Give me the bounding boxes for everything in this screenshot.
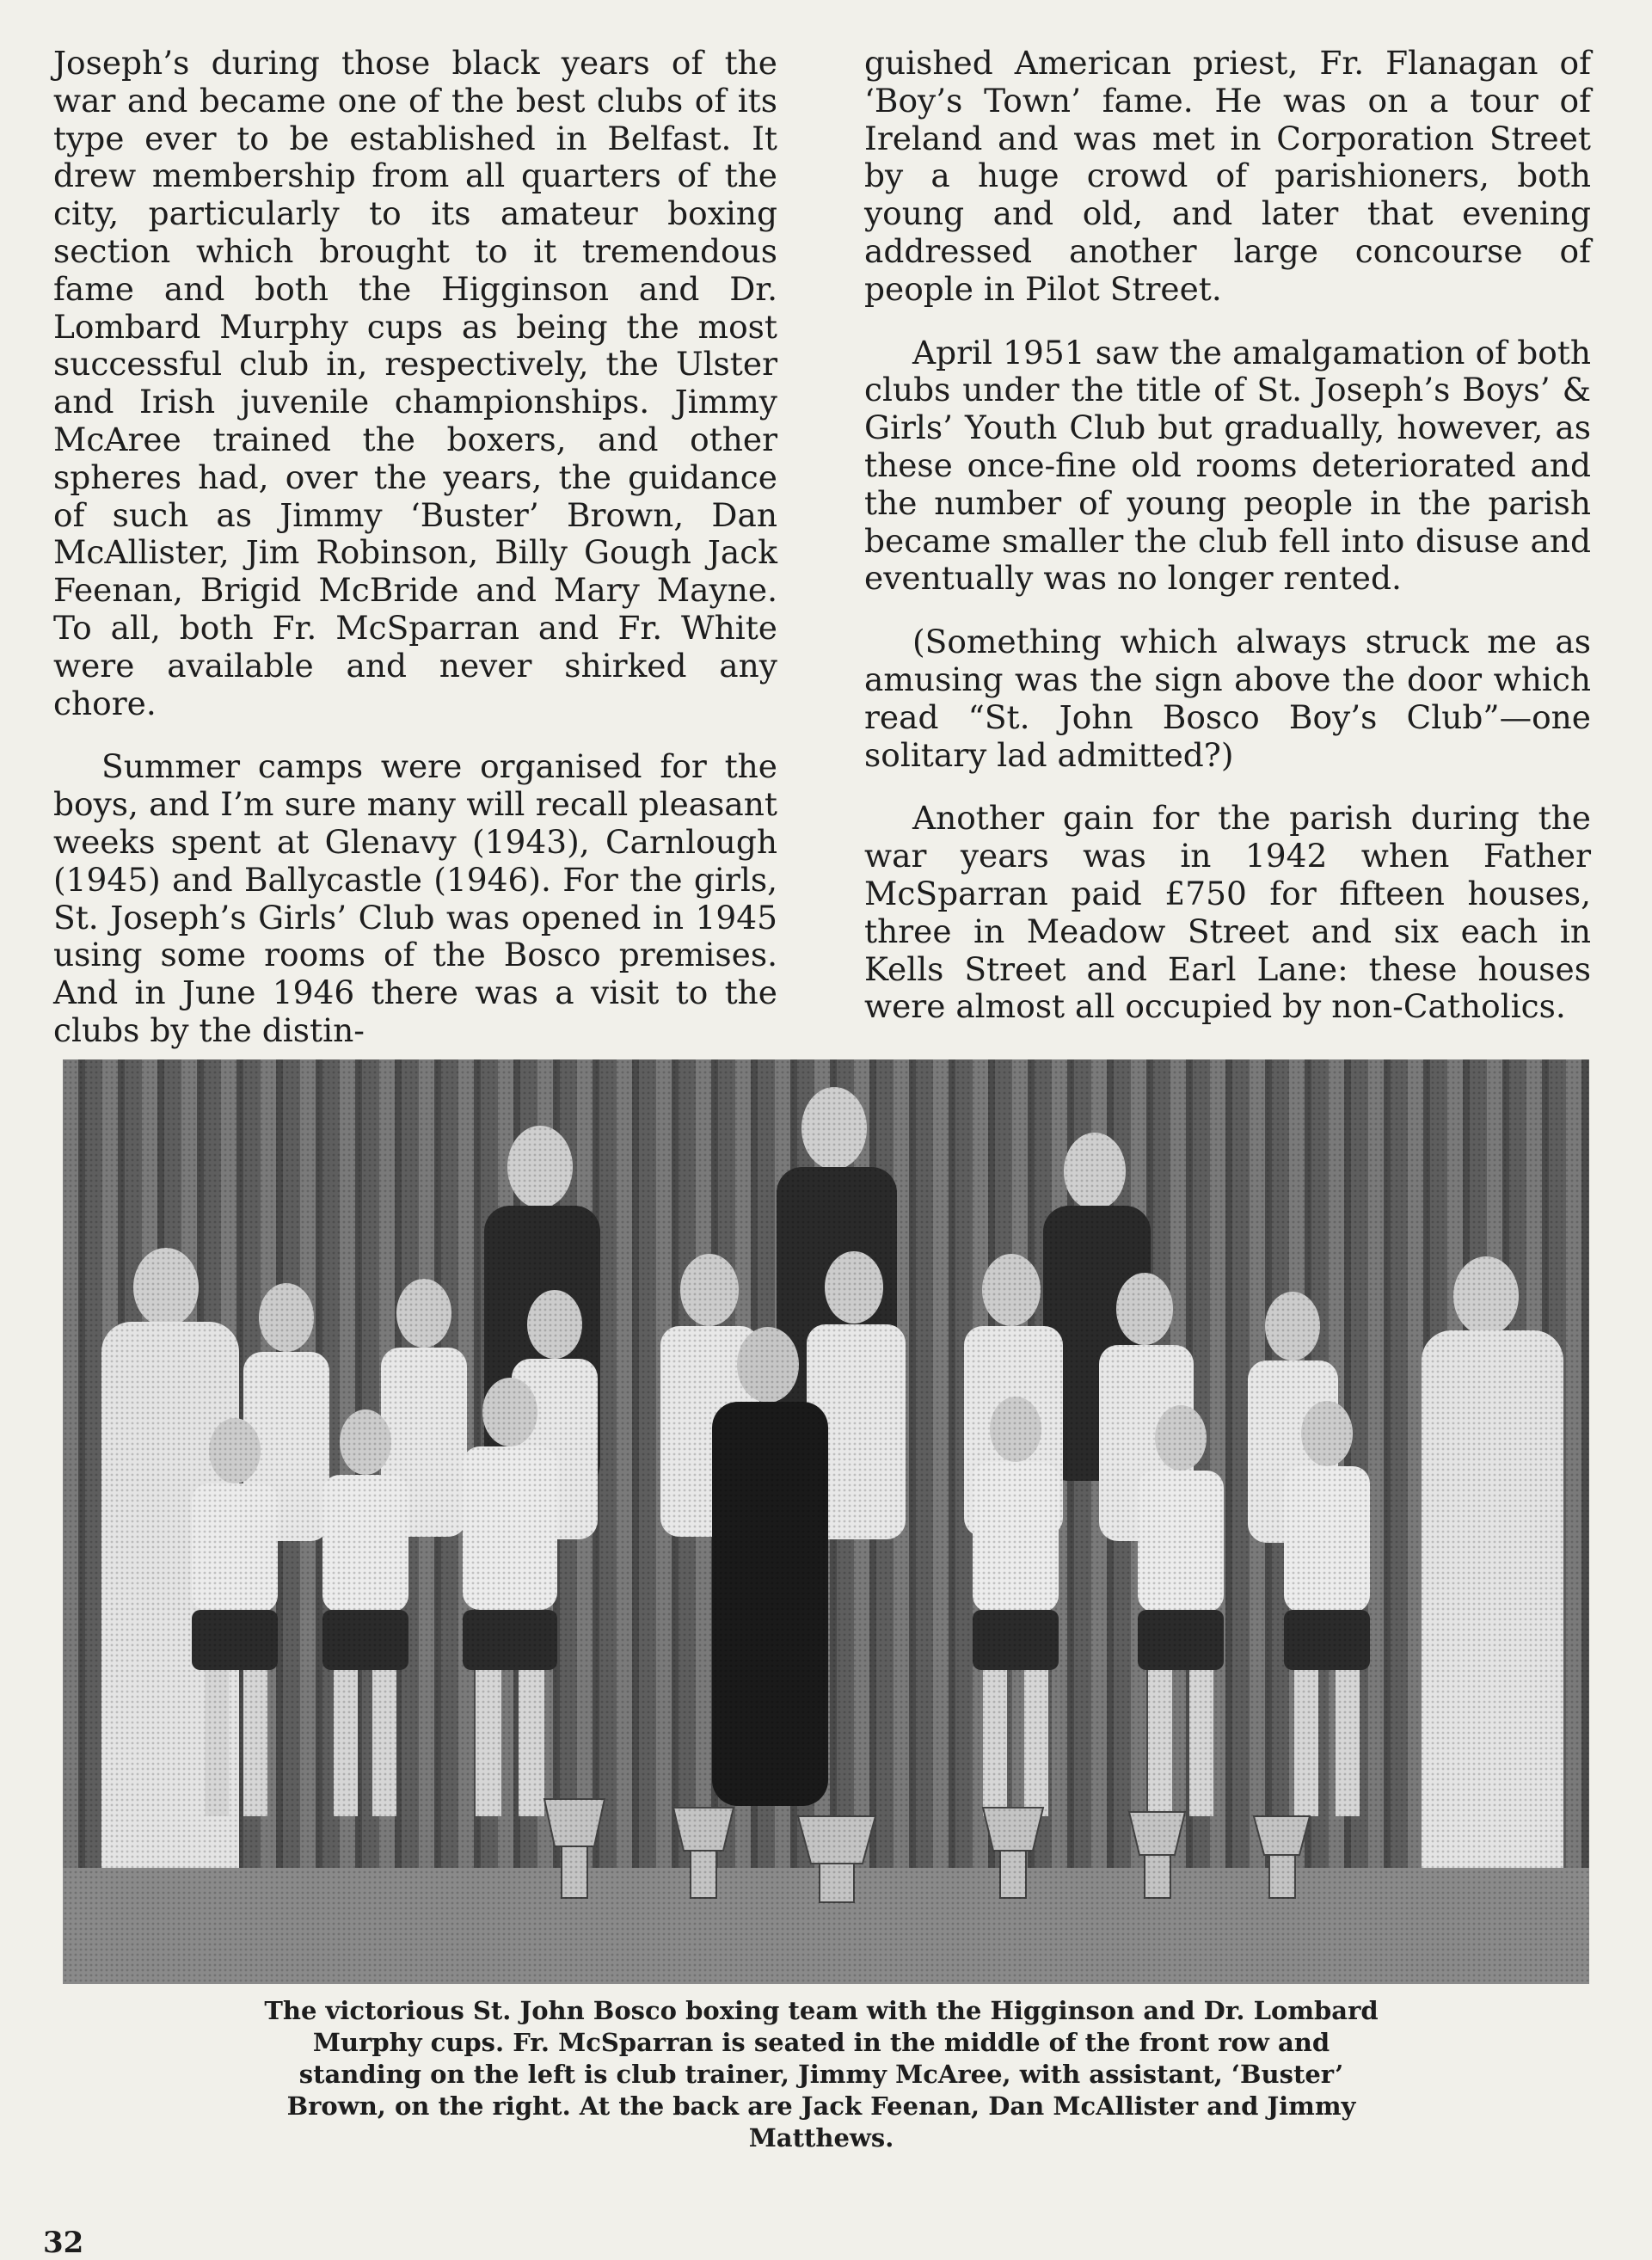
right-text-column xyxy=(864,45,1591,1026)
right-paragraph-2: April 1951 saw the amalgamation of both clubs under the title of St. Joseph’s Boys’ & Girls’ Youth Club but gradually, however, as these once-fine old rooms deteriorated and the number of young people in the parish became smaller the club fell into disuse and eventually was no longer rented. xyxy=(864,333,1591,598)
team-photograph xyxy=(63,1059,1589,1984)
left-paragraph-1: Joseph’s during those black years of the war and became one of the best clubs of its type ever to be established in Belfast. It drew membership from all quarters of the city, particularly to its amateur boxing section which brought to it tremendous fame and both the Higginson and Dr. Lombard Murphy cups as being the most successful club in, respectively, the Ulster and Irish juvenile championships. Jimmy McAree trained the boxers, and other spheres had, over the years, the guidance of such as Jimmy ‘Buster’ Brown, Dan McAllister, Jim Robinson, Billy Gough Jack Feenan, Brigid McBride and Mary Mayne. To all, both Fr. McSparran and Fr. White were available and never shirked any chore. xyxy=(53,44,777,722)
right-paragraph-3: (Something which always struck me as amusing was the sign above the door which read “St. John Bosco Boy’s Club”—one solitary lad admitted?) xyxy=(864,623,1591,774)
page-number: 32 xyxy=(43,2226,84,2260)
right-paragraph-4: Another gain for the parish during the war years was in 1942 when Father McSparran paid £750 for fifteen houses, three in Meadow Street and six each in Kells Street and Earl Lane: these houses were almost all occupied by non-Catholics. xyxy=(864,799,1591,1026)
left-paragraph-2: Summer camps were organised for the boys, and I’m sure many will recall pleasant weeks spent at Glenavy (1943), Carnlough (1945) and Ballycastle (1946). For the girls, St. Joseph’s Girls’ Club was opened in 1945 using some rooms of the Bosco premises. And in June 1946 there was a visit to the clubs by the distin- xyxy=(53,747,777,1049)
right-paragraph-1: guished American priest, Fr. Flanagan of ‘Boy’s Town’ fame. He was on a tour of Ireland and was met in Corporation Street by a huge crowd of parishioners, both young and old, and later that evening addressed another large concourse of people in Pilot Street. xyxy=(864,44,1591,308)
left-text-column xyxy=(53,45,777,1050)
team-photo-illustration xyxy=(63,1059,1589,1984)
photo-caption: The victorious St. John Bosco boxing team with the Higginson and Dr. Lombard Murphy cups. Fr. McSparran is seated in the middle of the front row and standing on the left is club trainer, Jimmy McAree, with assistant, ‘Buster’ Brown, on the right. At the back are Jack Feenan, Dan McAllister and Jimmy Matthews. xyxy=(264,1996,1379,2153)
